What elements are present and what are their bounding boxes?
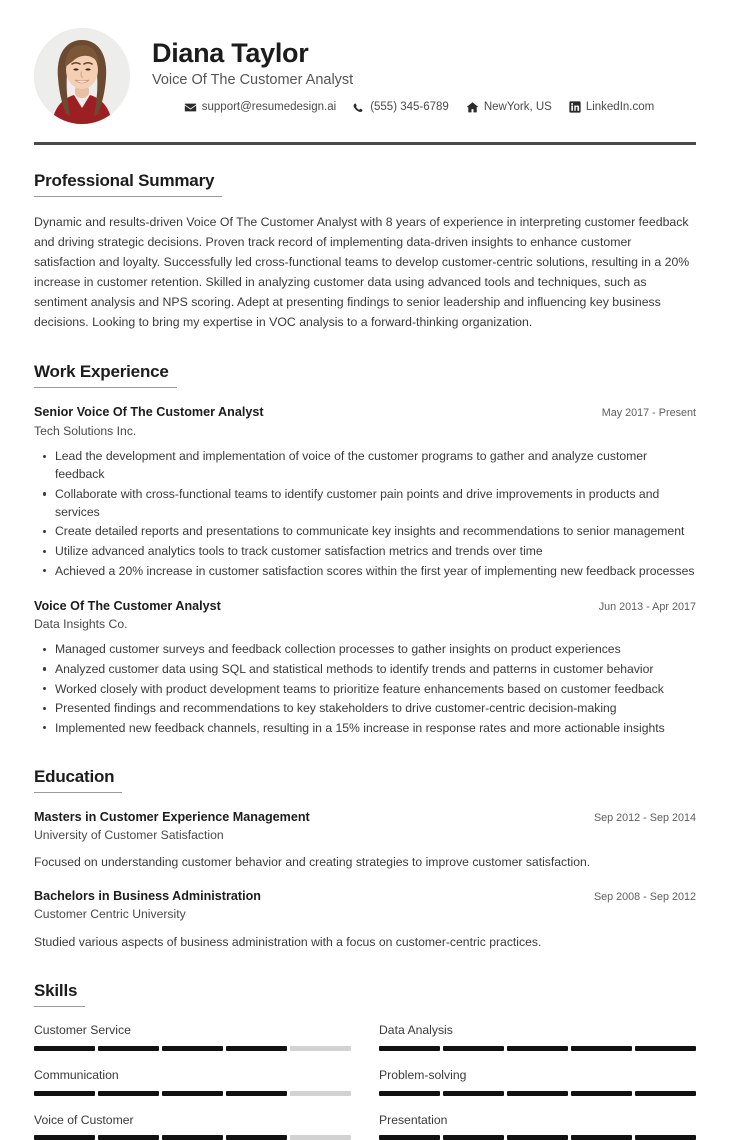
- skill-item: [379, 1068, 696, 1096]
- skill-rating-segment: [226, 1046, 287, 1051]
- skill-rating-segment: [226, 1135, 287, 1140]
- contact-location[interactable]: [466, 101, 552, 114]
- skill-rating-bar: [34, 1046, 351, 1051]
- contact-email-text: support@resumedesign.ai: [201, 101, 337, 114]
- skill-rating-bar: [379, 1046, 696, 1051]
- work-entry-company: Tech Solutions Inc.: [34, 423, 137, 438]
- section-education: [34, 767, 696, 951]
- work-entry: [34, 598, 696, 737]
- skill-rating-segment: [443, 1135, 504, 1140]
- skill-rating-segment: [507, 1046, 568, 1051]
- phone-icon: [353, 101, 365, 114]
- skill-rating-segment: [34, 1046, 95, 1051]
- skill-rating-segment: [290, 1135, 351, 1140]
- work-entry-title: Voice Of The Customer Analyst: [34, 598, 221, 613]
- header-main: [148, 38, 696, 114]
- skills-grid: [34, 1023, 696, 1140]
- section-heading-summary: Professional Summary: [34, 171, 222, 197]
- education-entry-description: Studied various aspects of business administration with a focus on customer-centric practices.: [34, 934, 542, 949]
- skill-rating-segment: [290, 1091, 351, 1096]
- education-entries: [34, 809, 696, 951]
- contact-row: [184, 101, 654, 114]
- skill-rating-segment: [379, 1091, 440, 1096]
- section-heading-skills: Skills: [34, 981, 85, 1007]
- section-professional-summary: [34, 171, 696, 332]
- header-divider: [34, 142, 696, 145]
- work-entry-bullets: [34, 640, 696, 736]
- education-entry: [34, 888, 696, 951]
- list-item: Presented findings and recommendations to key stakeholders to drive customer-centric decision-making: [34, 699, 696, 717]
- education-entry-degree: Bachelors in Business Administration: [34, 888, 261, 903]
- skill-item: [34, 1113, 351, 1140]
- skill-name: Customer Service: [34, 1022, 131, 1037]
- contact-email[interactable]: [184, 101, 336, 114]
- home-icon: [466, 101, 479, 114]
- skill-rating-segment: [443, 1046, 504, 1051]
- work-entry-title: Senior Voice Of The Customer Analyst: [34, 405, 264, 420]
- skill-rating-segment: [443, 1091, 504, 1096]
- list-item: Worked closely with product development teams to prioritize feature enhancements based on customer feedback: [34, 680, 696, 698]
- education-entry-date: Sep 2012 - Sep 2014: [593, 811, 696, 824]
- skill-item: [34, 1068, 351, 1096]
- skill-name: Presentation: [379, 1112, 448, 1127]
- work-entry: [34, 404, 696, 579]
- skill-item: [379, 1113, 696, 1140]
- contact-location-text: NewYork, US: [483, 101, 552, 114]
- skill-rating-segment: [34, 1135, 95, 1140]
- work-entry-bullets: [34, 447, 696, 579]
- work-entry-date: Jun 2013 - Apr 2017: [598, 600, 696, 613]
- skill-rating-segment: [98, 1046, 159, 1051]
- education-entry-description: Focused on understanding customer behavior and creating strategies to improve customer satisfaction.: [34, 855, 591, 870]
- skill-rating-segment: [98, 1135, 159, 1140]
- list-item: Utilize advanced analytics tools to track customer satisfaction metrics and trends over time: [34, 542, 696, 560]
- education-entry: [34, 809, 696, 872]
- avatar: [34, 28, 130, 124]
- education-entry-header: [34, 888, 696, 904]
- contact-phone-text: (555) 345-6789: [370, 101, 449, 114]
- skill-rating-segment: [162, 1135, 223, 1140]
- list-item: Implemented new feedback channels, resulting in a 15% increase in response rates and more actionable insights: [34, 719, 696, 737]
- list-item: Achieved a 20% increase in customer satisfaction scores within the first year of implementing new feedback processes: [34, 562, 696, 580]
- contact-linkedin[interactable]: [569, 101, 654, 113]
- skill-rating-bar: [379, 1091, 696, 1096]
- resume-header: [34, 26, 696, 124]
- skill-rating-segment: [226, 1091, 287, 1096]
- envelope-icon: [184, 101, 197, 114]
- skill-rating-segment: [162, 1091, 223, 1096]
- skill-rating-segment: [34, 1091, 95, 1096]
- skill-rating-segment: [379, 1135, 440, 1140]
- list-item: Collaborate with cross-functional teams to identify customer pain points and drive improvements in products and services: [34, 485, 696, 521]
- work-entry-header: [34, 404, 696, 420]
- linkedin-icon: [569, 101, 581, 113]
- education-entry-date: Sep 2008 - Sep 2012: [593, 890, 696, 903]
- work-entry-header: [34, 598, 696, 614]
- skill-rating-segment: [571, 1135, 632, 1140]
- skill-rating-segment: [635, 1046, 696, 1051]
- skill-rating-segment: [507, 1135, 568, 1140]
- list-item: Create detailed reports and presentations to communicate key insights and recommendations to senior management: [34, 522, 696, 540]
- skill-rating-segment: [571, 1046, 632, 1051]
- skill-rating-bar: [379, 1135, 696, 1140]
- skill-rating-segment: [635, 1091, 696, 1096]
- education-entry-school: Customer Centric University: [34, 907, 186, 922]
- skill-rating-bar: [34, 1135, 351, 1140]
- skill-name: Data Analysis: [379, 1022, 453, 1037]
- page-title: Diana Taylor: [152, 38, 309, 69]
- summary-text: Dynamic and results-driven Voice Of The Customer Analyst with 8 years of experience in interpreting customer feedback and driving strategic decisions. Proven track record of implementing data-driven insights to enhance customer satisfaction and loyalty. Successfully led cross-functional teams to develop customer-centric solutions, resulting in a 20% increase in customer retention. Skilled in analyzing customer data using advanced tools and techniques, such as sentiment analysis and NPS scoring. Adept at presenting findings to senior leadership and influencing key business decisions. Looking to bring my expertise in VOC analysis to a forward-thinking organization.: [34, 215, 690, 329]
- skill-rating-bar: [34, 1091, 351, 1096]
- section-work-experience: [34, 362, 696, 736]
- contact-phone[interactable]: [353, 101, 449, 114]
- list-item: Managed customer surveys and feedback collection processes to gather insights on product experiences: [34, 640, 696, 658]
- skill-rating-segment: [290, 1046, 351, 1051]
- skill-name: Voice of Customer: [34, 1112, 134, 1127]
- skill-item: [34, 1023, 351, 1051]
- list-item: Lead the development and implementation of voice of the customer programs to gather and analyze customer feedback: [34, 447, 696, 483]
- work-entry-company: Data Insights Co.: [34, 616, 128, 631]
- skill-name: Communication: [34, 1067, 119, 1082]
- education-entry-header: [34, 809, 696, 825]
- section-heading-education: Education: [34, 767, 122, 793]
- list-item: Analyzed customer data using SQL and statistical methods to identify trends and patterns in customer behavior: [34, 660, 696, 678]
- skill-rating-segment: [98, 1091, 159, 1096]
- skill-rating-segment: [162, 1046, 223, 1051]
- skill-rating-segment: [571, 1091, 632, 1096]
- skill-rating-segment: [507, 1091, 568, 1096]
- skill-name: Problem-solving: [379, 1067, 467, 1082]
- section-skills: [34, 981, 696, 1140]
- work-entry-date: May 2017 - Present: [601, 407, 696, 420]
- education-entry-school: University of Customer Satisfaction: [34, 828, 224, 843]
- skill-item: [379, 1023, 696, 1051]
- contact-linkedin-text: LinkedIn.com: [585, 101, 655, 114]
- education-entry-degree: Masters in Customer Experience Management: [34, 809, 310, 824]
- section-heading-work: Work Experience: [34, 362, 177, 388]
- skill-rating-segment: [379, 1046, 440, 1051]
- skill-rating-segment: [635, 1135, 696, 1140]
- work-entries: [34, 404, 696, 736]
- job-title: Voice Of The Customer Analyst: [152, 72, 354, 89]
